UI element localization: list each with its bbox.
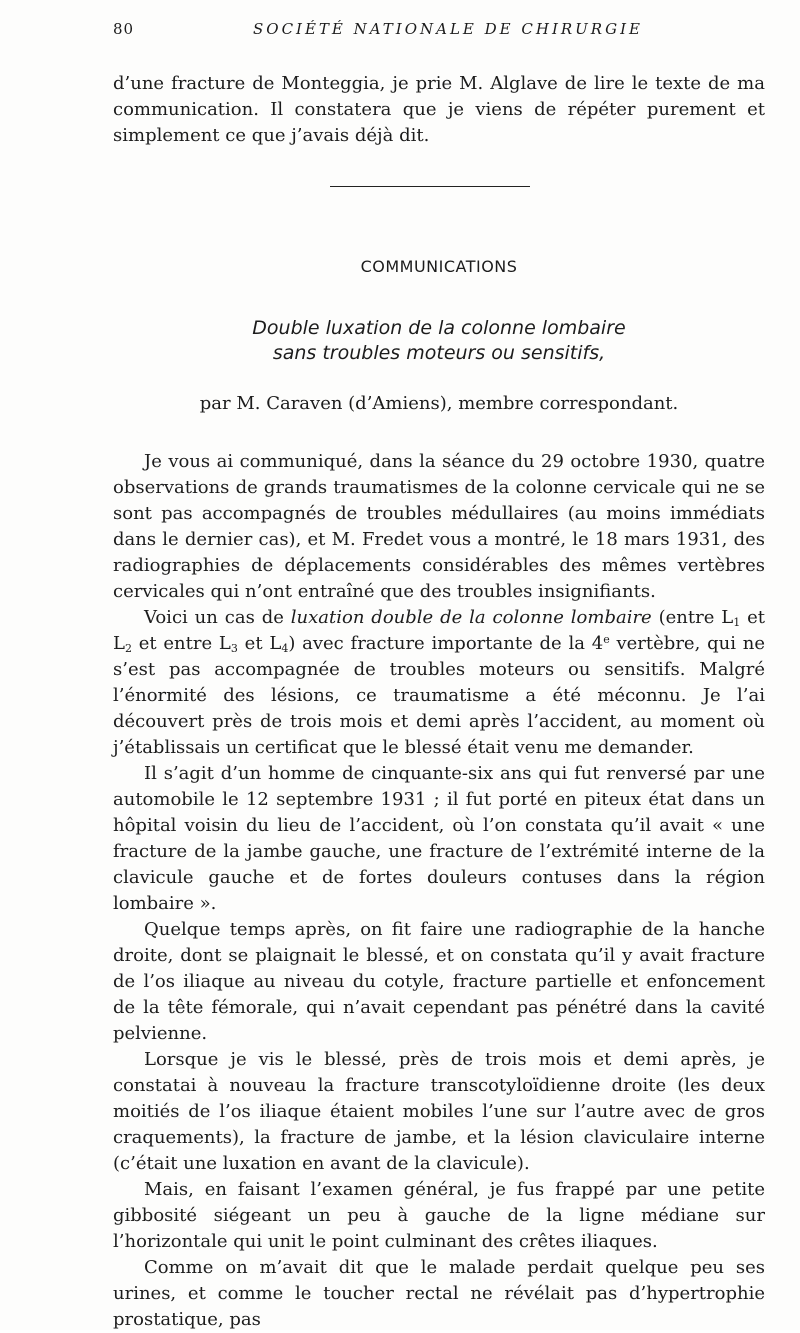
section-separator <box>330 186 530 187</box>
paragraph-2-text-i: et L <box>237 633 282 654</box>
paragraph-4: Quelque temps après, on fit faire une radiographie de la hanche droite, dont se plaignait le blessé, et on constata qu’il y avait fracture de l’os iliaque au niveau du cotyle, fracture partielle et enfoncement de la tête fémorale, qui n’avait cependant pas pénétré dans la cavité pelvienne. <box>113 919 765 1044</box>
paragraph-6: Mais, en faisant l’examen général, je fus frappé par une petite gibbosité siégeant un peu à gauche de la ligne médiane sur l’horizontale qui unit le point culminant des crêtes iliaques. <box>113 1179 765 1252</box>
paragraph-2-text-g: et entre L <box>131 633 231 654</box>
page-number: 80 <box>113 20 135 38</box>
paragraph-5: Lorsque je vis le blessé, près de trois mois et demi après, je constatai à nouveau la fracture transcotyloïdienne droite (les deux moitiés de l’os iliaque étaient mobiles l’une sur l’autre avec de gros craquements), la fracture de jambe, et la lésion claviculaire interne (c’était une luxation en avant de la clavicule). <box>113 1049 765 1174</box>
paragraph-2-text-e: et L <box>113 607 765 654</box>
subscript-4: 4 <box>281 642 289 655</box>
paragraph-1: Je vous ai communiqué, dans la séance du 29 octobre 1930, quatre observations de grands traumatismes de la colonne cervicale qui ne se sont pas accompagnés de troubles médullaires (au moins immédiats dans le dernier cas), et M. Fredet vous a montré, le 18 mars 1931, des radiographies de déplacements considérables des mêmes vertèbres cervicales qui n’ont entraîné que des troubles insignifiants. <box>113 451 765 602</box>
paragraph-7: Comme on m’avait dit que le malade perdait quelque peu ses urines, et comme le toucher rectal ne révélait pas d’hypertrophie prostatique, pas <box>113 1257 765 1330</box>
paragraph-2 <box>113 605 765 761</box>
article-body <box>113 449 765 1333</box>
paragraph-2-text-a: Voici un cas de <box>144 607 291 628</box>
article-title-line-1: Double luxation de la colonne lombaire <box>252 317 626 339</box>
intro-text <box>113 71 765 149</box>
paragraph-2-text-m: vertèbre, qui ne s’est pas accompagnée de troubles moteurs ou sensitifs. Malgré l’énormité des lésions, ce traumatisme a été méconnu. Je l’ai découvert près de trois mois et demi après l’accident, au moment où j’établissais un certificat que le blessé était venu me demander. <box>113 633 765 758</box>
journal-title: SOCIÉTÉ NATIONALE DE CHIRURGIE <box>253 20 643 38</box>
subscript-1: 1 <box>733 616 741 629</box>
running-head <box>113 20 765 44</box>
subscript-2: 2 <box>124 642 132 655</box>
article-title-line-2: sans troubles moteurs ou sensitifs, <box>272 342 606 364</box>
paragraph-2-emphasis: luxation double de la colonne lombaire <box>290 607 652 628</box>
article-byline: par M. Caraven (d’Amiens), membre correspondant. <box>199 393 679 414</box>
paragraph-2-text-k: ) avec fracture importante de la 4 <box>288 633 604 654</box>
intro-paragraph: d’une fracture de Monteggia, je prie M. Alglave de lire le texte de ma communication. Il constatera que je viens de répéter purement et simplement ce que j’avais déjà dit. <box>113 73 765 146</box>
paragraph-3: Il s’agit d’un homme de cinquante-six ans qui fut renversé par une automobile le 12 septembre 1931 ; il fut porté en piteux état dans un hôpital voisin du lieu de l’accident, où l’on constata qu’il avait « une fracture de la jambe gauche, une fracture de l’extrémité interne de la clavicule gauche et de fortes douleurs contuses dans la région lombaire ». <box>113 763 765 914</box>
paragraph-2-text-c: (entre L <box>651 607 734 628</box>
subscript-3: 3 <box>230 642 238 655</box>
article-title <box>113 316 765 366</box>
section-heading: COMMUNICATIONS <box>360 257 518 276</box>
superscript-e: e <box>603 633 610 646</box>
